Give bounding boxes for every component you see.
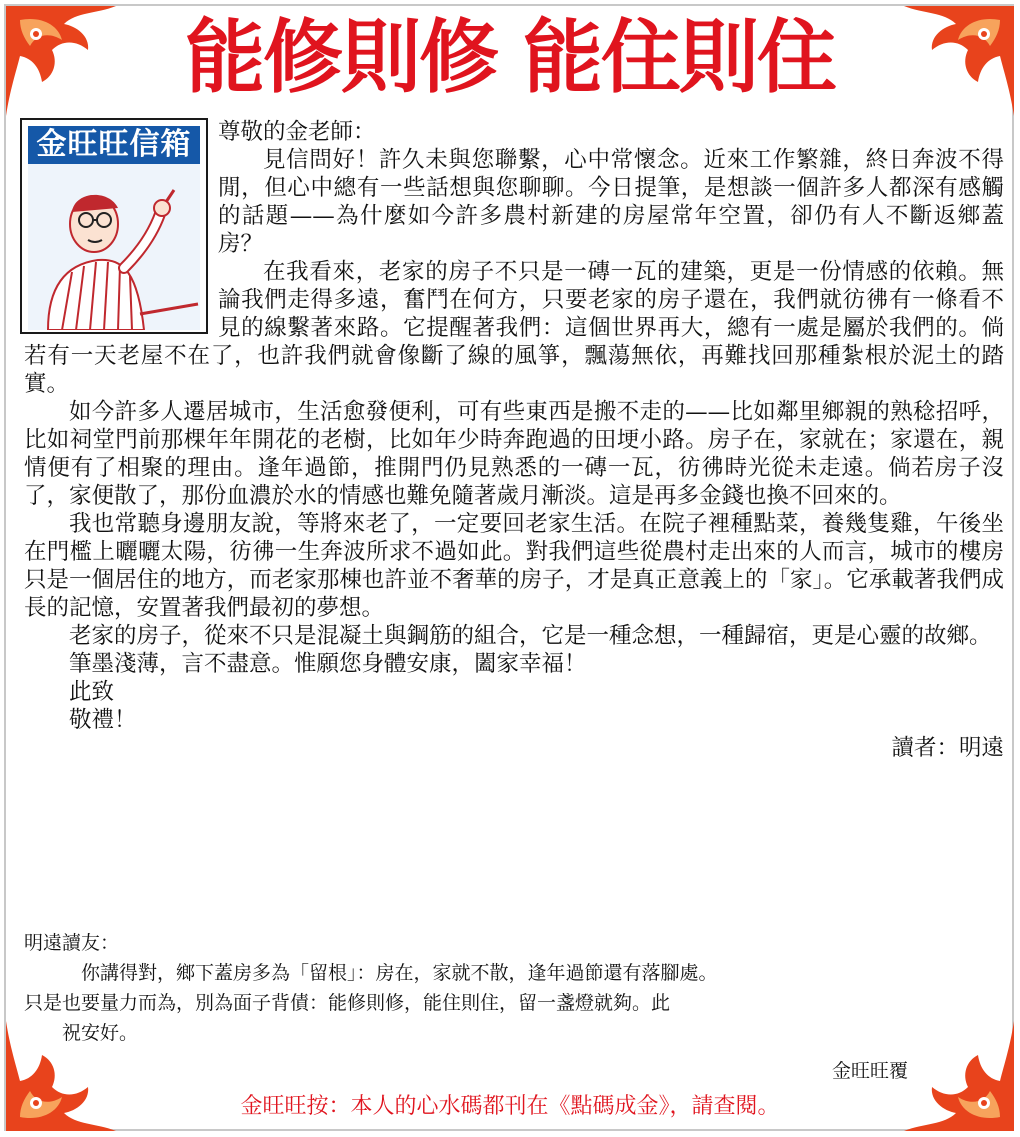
letter-closing: 敬禮！ [69,707,137,733]
reply-signature: 金旺旺覆 [831,1060,908,1082]
letter-paragraph: 老家的房子，從來不只是混凝土與鋼筋的組合，它是一種念想，一種歸宿，更是心靈的故鄉。 [69,623,992,649]
page-title: 能修則修 能住則住 [185,11,835,104]
letter-paragraph: 我也常聽身邊朋友說，等將來老了，一定要回老家生活。在院子裡種點菜，養幾隻雞，午後坐在門檻上曬曬太陽，彷彿一生奔波所求不過如此。對我們這些從農村走出來的人而言，城市的樓房只是一個居住的地方，而老家那棟也許並不奢華的房子，才是真正意義上的「家」。它承載著我們成長的記憶，安置著我們最初的夢想。 [24,511,1004,621]
reply-salutation: 明遠讀友： [24,932,120,954]
footer-note: 金旺旺按：本人的心水碼都刊在《點碼成金》，請查閱。 [240,1094,780,1119]
reply-section [24,928,1004,1082]
letter-body [24,118,1004,762]
letter-closing: 此致 [69,679,115,705]
letter-salutation: 尊敬的金老師： [218,119,376,145]
logo-spacer [24,118,218,330]
reply-line: 祝安好。 [62,1022,139,1044]
letter-paragraph: 見信問好！許久未與您聯繫，心中常懷念。近來工作繁雜，終日奔波不得閒，但心中總有一些話想與您聊聊。今日提筆，是想談一個許多人都深有感觸的話題——為什麼如今許多農村新建的房屋常年空置，卻仍有人不斷返鄉蓋房？ [218,147,1004,257]
column-logo-label: 金旺旺信箱 [28,126,200,164]
letter-paragraph: 如今許多人遷居城市，生活愈發便利，可有些東西是搬不走的——比如鄰里鄉親的熟稔招呼，比如祠堂門前那棵年年開花的老樹，比如年少時奔跑過的田埂小路。房子在，家就在；家還在，親情便有了相聚的理由。逢年過節，推開門仍見熟悉的一磚一瓦，彷彿時光從未走遠。倘若房子沒了，家便散了，那份血濃於水的情感也難免隨著歲月漸淡。這是再多金錢也換不回來的。 [24,399,1004,509]
letter-signature: 讀者：明遠 [891,735,1004,761]
reply-line: 你講得對，鄉下蓋房多為「留根」：房在，家就不散，逢年過節還有落腳處。 [81,962,718,984]
reply-line: 只是也要量力而為，別為面子背債：能修則修，能住則住，留一盞燈就夠。此 [24,992,671,1014]
letter-paragraph: 筆墨淺薄，言不盡意。惟願您身體安康，闔家幸福！ [69,651,587,677]
letter-paragraph: 在我看來，老家的房子不只是一磚一瓦的建築，更是一份情感的依賴。無論我們走得多遠，奮鬥在何方，只要老家的房子還在，我們就彷彿有一條看不見的線繫著來路。它提醒著我們：這個世界再大，總有一處是屬於我們的。倘若有一天老屋不在了，也許我們就會像斷了線的風箏，飄蕩無依，再難找回那種紮根於泥土的踏實。 [24,259,1004,397]
